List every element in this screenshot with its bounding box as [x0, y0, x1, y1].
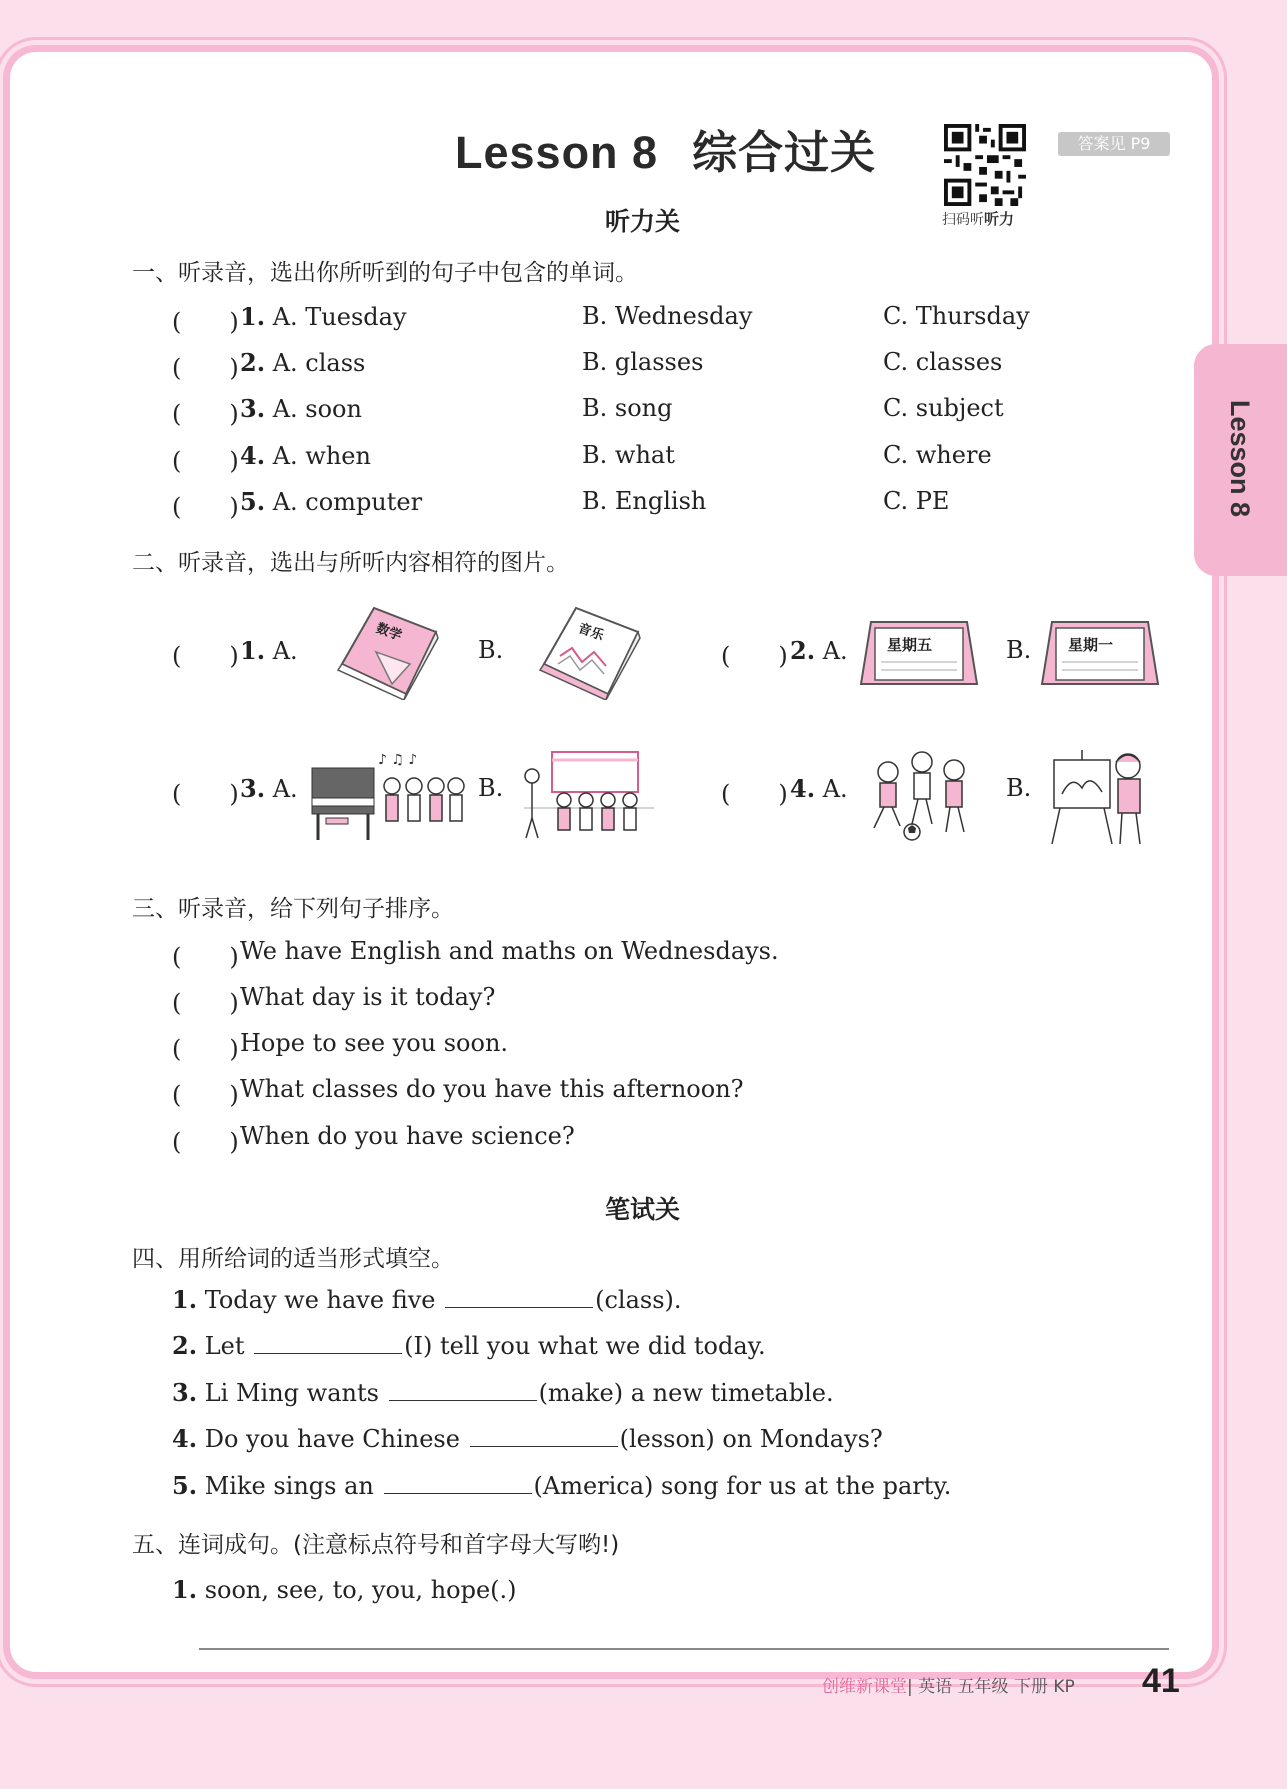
- option-c: C. where: [883, 441, 992, 469]
- option-b: B. what: [582, 441, 675, 469]
- svg-text:♪ ♫ ♪: ♪ ♫ ♪: [378, 752, 418, 768]
- qr-code-icon[interactable]: [944, 124, 1026, 206]
- calendar-friday-icon[interactable]: [857, 618, 981, 690]
- answer-blank[interactable]: [384, 1471, 532, 1494]
- option-b-label: B.: [478, 636, 504, 664]
- writing-section-title: 笔试关: [605, 1195, 681, 1224]
- calendar-friday-label: 星期五: [887, 636, 933, 654]
- side-tab-label: Lesson 8: [1225, 400, 1255, 518]
- q4-item: 4. Do you have Chinese (lesson) on Mondays?: [172, 1424, 883, 1453]
- q4-item: 1. Today we have five (class).: [172, 1285, 682, 1314]
- calendar-monday-icon[interactable]: [1038, 618, 1162, 690]
- answer-badge: 答案见 P9: [1058, 132, 1170, 156]
- answer-blank[interactable]: [445, 1285, 593, 1308]
- footer-brand: 创维新课堂: [822, 1677, 907, 1697]
- q5-item: 1. soon, see, to, you, hope(.): [172, 1575, 517, 1604]
- option-a: A. computer: [272, 488, 423, 516]
- answer-paren[interactable]: ( ): [172, 1035, 239, 1063]
- answer-paren[interactable]: ( ): [721, 642, 788, 670]
- answer-paren[interactable]: ( ): [172, 447, 239, 475]
- lesson-title: Lesson 8: [455, 127, 659, 178]
- lesson-subtitle: 综合过关: [692, 127, 877, 178]
- q3-sentence: What day is it today?: [240, 983, 496, 1011]
- qr-caption: 扫码听听力: [942, 210, 1015, 228]
- q1-heading: 一、听录音，选出你所听到的句子中包含的单词。: [132, 260, 638, 286]
- page-number: 41: [1142, 1662, 1180, 1700]
- side-tab: [1194, 344, 1287, 576]
- option-b: B. glasses: [582, 348, 704, 376]
- q3-sentence: We have English and maths on Wednesdays.: [240, 937, 779, 965]
- maths-book-icon[interactable]: [334, 604, 440, 700]
- q4-item: 2. Let (I) tell you what we did today.: [172, 1331, 766, 1360]
- dance-class-picture[interactable]: [518, 748, 658, 844]
- music-book-label: 音乐: [576, 620, 606, 644]
- footer-info: [822, 1672, 1075, 1697]
- answer-paren[interactable]: ( ): [172, 308, 239, 336]
- option-c: C. subject: [883, 394, 1004, 422]
- q4-item: 3. Li Ming wants (make) a new timetable.: [172, 1378, 834, 1407]
- q3-sentence: Hope to see you soon.: [240, 1029, 509, 1057]
- q3-heading: 三、听录音，给下列句子排序。: [132, 896, 454, 922]
- answer-paren[interactable]: ( ): [721, 780, 788, 808]
- answer-paren[interactable]: ( ): [172, 943, 239, 971]
- footer-subject: | 英语 五年级 下册 KP: [907, 1677, 1075, 1697]
- option-c: C. Thursday: [883, 302, 1030, 330]
- piano-singing-picture[interactable]: [306, 750, 466, 844]
- answer-paren[interactable]: ( ): [172, 780, 239, 808]
- answer-paren[interactable]: ( ): [172, 400, 239, 428]
- q4-heading: 四、用所给词的适当形式填空。: [132, 1246, 454, 1272]
- music-book-icon[interactable]: [536, 604, 642, 700]
- option-b: B. Wednesday: [582, 302, 753, 330]
- listening-section-title: 听力关: [605, 207, 681, 236]
- answer-paren[interactable]: ( ): [172, 1081, 239, 1109]
- football-picture[interactable]: [866, 748, 976, 844]
- option-a: A. when: [272, 442, 371, 470]
- calendar-monday-label: 星期一: [1068, 636, 1114, 654]
- answer-blank[interactable]: [389, 1378, 537, 1401]
- option-c: C. classes: [883, 348, 1003, 376]
- option-b-label: B.: [478, 774, 504, 802]
- footer-divider: [199, 1648, 1169, 1650]
- option-a: A. Tuesday: [272, 303, 407, 331]
- option-b-label: B.: [1006, 774, 1032, 802]
- answer-blank[interactable]: [470, 1424, 618, 1447]
- q4-item: 5. Mike sings an (America) song for us at the party.: [172, 1471, 952, 1500]
- answer-blank[interactable]: [254, 1331, 402, 1354]
- answer-paren[interactable]: ( ): [172, 354, 239, 382]
- option-c: C. PE: [883, 487, 950, 515]
- answer-paren[interactable]: ( ): [172, 1128, 239, 1156]
- option-b-label: B.: [1006, 636, 1032, 664]
- answer-paren[interactable]: ( ): [172, 493, 239, 521]
- option-b: B. song: [582, 394, 673, 422]
- q3-sentence: When do you have science?: [240, 1122, 575, 1150]
- q5-heading: 五、连词成句。(注意标点符号和首字母大写哟!): [132, 1532, 620, 1558]
- answer-paren[interactable]: ( ): [172, 989, 239, 1017]
- page-title: [455, 116, 876, 181]
- maths-book-label: 数学: [374, 620, 404, 644]
- painting-picture[interactable]: [1048, 744, 1152, 848]
- answer-paren[interactable]: ( ): [172, 642, 239, 670]
- q3-sentence: What classes do you have this afternoon?: [240, 1075, 744, 1103]
- option-a: A. soon: [272, 395, 362, 423]
- option-a: A. class: [272, 349, 366, 377]
- q2-heading: 二、听录音，选出与所听内容相符的图片。: [132, 550, 569, 576]
- option-b: B. English: [582, 487, 707, 515]
